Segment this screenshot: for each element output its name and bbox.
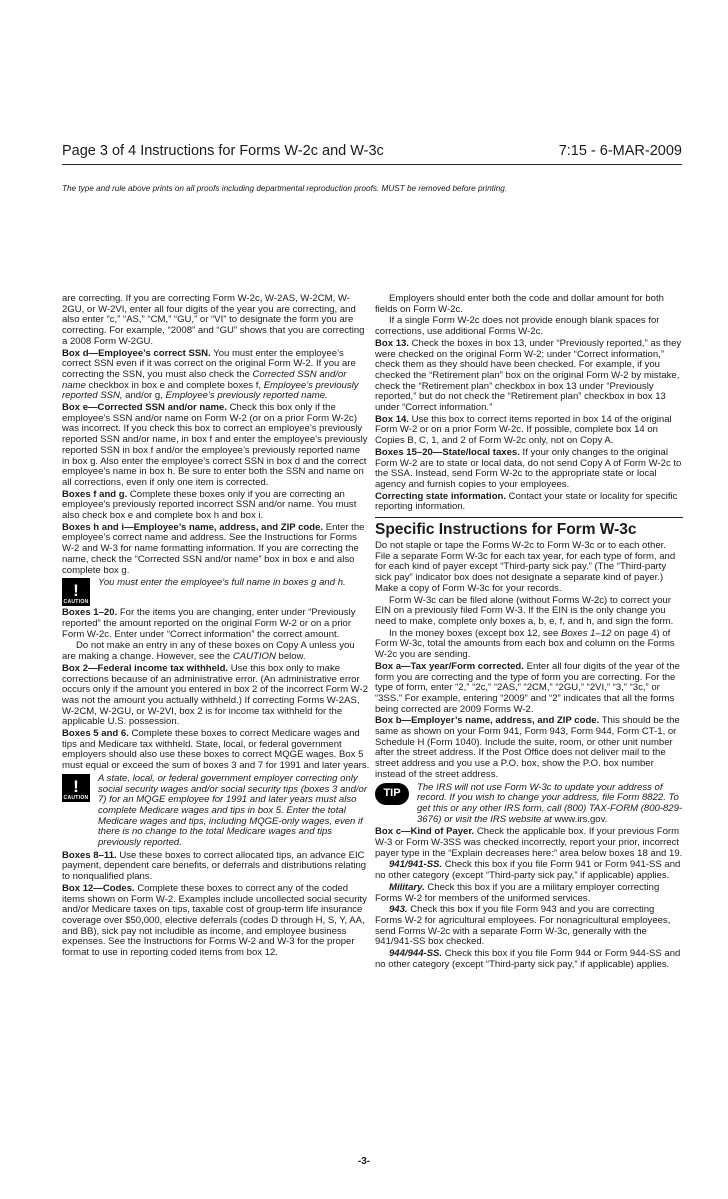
paragraph: Employers should enter both the code and dollar amount for both fields on Form W-2c. <box>375 293 664 315</box>
caution-callout <box>62 774 370 849</box>
paragraph-box-b: Box b—Employer’s name, address, and ZIP code. This should be the same as shown on your Form 941, Form 943, Form 944, Form CT-1, or Schedule H (Form 1040). Include the suite, room, or other unit number after the street address. If the Post Office does not deliver mail to the street address and you use a P.O. box, show the P.O. box number instead of the street address. <box>375 715 680 780</box>
heading-correcting-state: Correcting state information. <box>375 490 507 502</box>
heading-941: 941/941-SS. <box>389 859 443 871</box>
paragraph-box-e: Box e—Corrected SSN and/or name. Check this box only if the employee’s SSN and/or name on Form W-2 (or on a prior Form W-2c) was incorrect. If you check this box to correct an employee’s previously reported SSN and/or name, in box f and enter the employee’s previously reported SSN in box f and/or the employee’s previously reported name in box g. Also enter the employee’s correct SSN in box d and the correct employee’s name in box h. Be sure to enter both the SSN and name on all corrections, even if only one item is corrected. <box>62 402 368 488</box>
heading-box-a: Box a—Tax year/Form corrected. <box>375 660 524 672</box>
irs-website-link[interactable]: www.irs.gov. <box>554 813 608 825</box>
paragraph-box-a: Box a—Tax year/Form corrected. Enter all four digits of the year of the form you are correcting and the type of form you are correcting. For the type of form, enter “2,” “2c,” “2AS,” “2CM,” “2GU,” “2VI,” “3,” “3c,” or “3SS.” For example, entering “2009” and “2” indicates that all the forms being corrected are 2009 Forms W-2. <box>375 660 680 715</box>
section-rule <box>375 517 683 518</box>
paragraph: Do not staple or tape the Forms W-2c to Form W-3c or to each other. File a separate Form W-3c for each tax year, for each type of form, and for each kind of payer except “Third-party sick pay.” (The “Third-party sick pay” indicator box does not designate a separate kind of payer.) Make a copy of Form W-3c for your records. <box>375 540 676 594</box>
header-title: Page 3 of 4 Instructions for Forms W-2c and W-3c <box>62 143 384 159</box>
caution-icon: ! CAUTION <box>62 578 90 606</box>
caution-text: You must enter the employee’s full name in boxes g and h. <box>98 577 346 589</box>
paragraph-military: Military. Check this box if you are a military employer correcting Forms W-2 for members of the uniformed services. <box>375 881 660 904</box>
proof-note: The type and rule above prints on all proofs including departmental reproduction proofs. MUST be removed before printing. <box>62 184 508 193</box>
section-title: Specific Instructions for Form W-3c <box>375 521 637 539</box>
paragraph: If a single Form W-2c does not provide enough blank spaces for corrections, use additional Forms W-2c. <box>375 315 660 338</box>
paragraph-boxes-h-i: Boxes h and i—Employee’s name, address, and ZIP code. Enter the employee’s correct name and address. See the Instructions for Forms W-2 and W-3 for name formatting information. If you are correcting the name, check the “Corrected SSN and/or name” box in box e and also complete box g. <box>62 521 365 576</box>
paragraph-boxes-f-g: Boxes f and g. Complete these boxes only if you are correcting an employee’s previously reported incorrect SSN and/or name. You must also check box e and complete box h and box i. <box>62 488 357 522</box>
paragraph-box-d: Box d—Employee’s correct SSN. You must enter the employee’s correct SSN even if it was correct on the original Form W-2. If you are correcting the SSN, you must also check the Corrected SSN and/or name checkbox in box e and complete boxes f, Employee’s previously reported SSN, and/or g, Employee’s previously reported name. <box>62 347 359 402</box>
heading-boxes-8-11: Boxes 8–11. <box>62 849 117 861</box>
paragraph-box-2: Box 2—Federal income tax withheld. Use this box only to make corrections because of an administrative error. (An administrative error occurs only if the amount you entered in box 2 of the incorrect Form W-2 was not the amount you actually withheld.) If correcting Forms W-2AS, W-2CM, W-2GU, or W-2VI, box 2 is for income tax withheld for the applicable U.S. possession. <box>62 662 368 728</box>
paragraph-box-c: Box c—Kind of Payer. Check the applicable box. If your previous Form W-3 or Form W-3SS was checked incorrectly, report your prior, incorrect payer type in the “Explain decreases here:” area below boxes 18 and 19. <box>375 826 683 859</box>
header-timestamp: 7:15 - 6-MAR-2009 <box>558 143 682 159</box>
paragraph: are correcting. If you are correcting Form W-2c, W-2AS, W-2CM, W-2GU, or W-2VI, enter all four digits of the year you are correcting, and also enter “c,” “AS,” “CM,” “GU,” or “VI” to designate the form you are correcting. For example, “2008” and “GU” shows that you are correcting a 2008 Form W-2GU. <box>62 293 365 347</box>
left-column <box>62 294 370 960</box>
right-column <box>375 294 683 971</box>
heading-box-2: Box 2—Federal income tax withheld. <box>62 662 229 674</box>
paragraph-boxes-15-20: Boxes 15–20—State/local taxes. If your only changes to the original Form W-2 are to state or local data, do not send Copy A of Form W-2c to the SSA. Instead, send Form W-2c to the appropriate state or local agency and furnish copies to your employees. <box>375 446 682 490</box>
paragraph-boxes-8-11: Boxes 8–11. Use these boxes to correct allocated tips, an advance EIC payment, dependent care benefits, or deferrals and distributions relating to nonqualified plans. <box>62 849 367 883</box>
header-rule <box>62 164 682 165</box>
heading-boxes-5-6: Boxes 5 and 6. <box>62 728 129 740</box>
heading-box-b: Box b—Employer’s name, address, and ZIP code. <box>375 715 600 727</box>
paragraph-944: 944/944-SS. Check this box if you file Form 944 or Form 944-SS and no other category (except “Third-party sick pay,” if applicable) applies. <box>375 948 681 970</box>
paragraph-boxes-1-20: Boxes 1–20. For the items you are changing, enter under “Previously reported” the amount reported on the original Form W-2 or on a prior Form W-2c. Enter under “Correct information” the correct amount. <box>62 607 356 640</box>
paragraph-boxes-5-6: Boxes 5 and 6. Complete these boxes to correct Medicare wages and tips and Medicare tax withheld. State, local, or federal government employers should also use these boxes to correct MQGE wages. Box 5 must equal or exceed the sum of boxes 3 and 7 for 1991 and later years. <box>62 728 370 772</box>
paragraph-box-12: Box 12—Codes. Complete these boxes to correct any of the coded items shown on Form W-2. Examples include uncollected social security and/or Medicare taxes on tips, taxable cost of group-term life insurance coverage over $50,000, elective deferrals (codes D through H, S, Y, AA, and BB), sick pay not includible as income, and employee business expenses. See the Instructions for Forms W-2 and W-3 for the proper format to use in reporting coded items from box 12. <box>62 882 367 959</box>
caution-callout <box>62 578 370 606</box>
caution-icon: ! CAUTION <box>62 774 90 802</box>
heading-box-14: Box 14. <box>375 413 409 425</box>
caution-text: A state, local, or federal government employer correcting only social security wages and/or social security tips (boxes 3 and/or 7) for an MQGE employee for 1991 and later years must also complete Medicare wages and tips in box 5. Enter the total Medicare wages and tips, including MQGE-only wages, even if there is no change to the total Medicare wages and tips previously reported. <box>98 772 368 849</box>
paragraph: Do not make an entry in any of these boxes on Copy A unless you are making a change. However, see the CAUTION below. <box>62 640 355 663</box>
heading-943: 943. <box>389 904 408 916</box>
heading-boxes-h-i: Boxes h and i—Employee’s name, address, and ZIP code. <box>62 521 324 533</box>
heading-box-e: Box e—Corrected SSN and/or name. <box>62 402 227 414</box>
heading-box-d: Box d—Employee’s correct SSN. <box>62 347 211 359</box>
tip-icon: TIP <box>375 783 409 805</box>
tip-text: The IRS will not use Form W-3c to update your address of record. If you wish to change your address, file Form 8822. To get this or any other IRS form, call (800) TAX-FORM (800-829-3676) or visit the IRS website at www.irs.gov. <box>417 781 683 825</box>
heading-boxes-f-g: Boxes f and g. <box>62 488 128 500</box>
paragraph: In the money boxes (except box 12, see Boxes 1–12 on page 4) of Form W-3c, total the amounts from each box and column on the Forms W-2c you are sending. <box>375 627 675 661</box>
heading-boxes-1-20: Boxes 1–20. <box>62 607 118 619</box>
paragraph-box-14: Box 14. Use this box to correct items reported in box 14 of the original Form W-2 or on a prior Form W-2c. If possible, complete box 14 on Copies B, C, 1, and 2 of Form W-2c only, not on Copy A. <box>375 413 672 447</box>
heading-box-12: Box 12—Codes. <box>62 882 135 894</box>
paragraph-941: 941/941-SS. Check this box if you file Form 941 or Form 941-SS and no other category (except “Third-party sick pay,” if applicable) applies. <box>375 859 681 882</box>
paragraph-box-13: Box 13. Check the boxes in box 13, under “Previously reported,” as they were checked on the original Form W-2; under “Correct information,” check them as they should have been checked. For example, if you checked the “Retirement plan” box on the original Form W-2 by mistake, check the “Retirement plan” checkbox in box 13 under “Previously reported,” but do not check the “Retirement plan” checkbox in box 13 under “Correct information.” <box>375 337 682 414</box>
heading-boxes-15-20: Boxes 15–20—State/local taxes. <box>375 446 520 458</box>
heading-box-13: Box 13. <box>375 337 409 349</box>
paragraph-943: 943. Check this box if you file Form 943 and you are correcting Forms W-2 for agricultural employees. For nonagricultural employees, send Forms W-2c with a separate Form W-3c, generally with the 941/941-SS box checked. <box>375 904 671 948</box>
tip-callout <box>375 783 683 826</box>
paragraph-correcting-state: Correcting state information. Contact your state or locality for specific reporting information. <box>375 490 678 513</box>
heading-military: Military. <box>389 881 425 893</box>
heading-944: 944/944-SS. <box>389 948 443 960</box>
paragraph: Form W-3c can be filed alone (without Forms W-2c) to correct your EIN on a previously filed Form W-3. If the EIN is the only change you need to make, complete only boxes a, b, e, f, and h, and sign the form. <box>375 594 674 627</box>
heading-box-c: Box c—Kind of Payer. <box>375 826 475 838</box>
page-number: -3- <box>357 1156 371 1167</box>
